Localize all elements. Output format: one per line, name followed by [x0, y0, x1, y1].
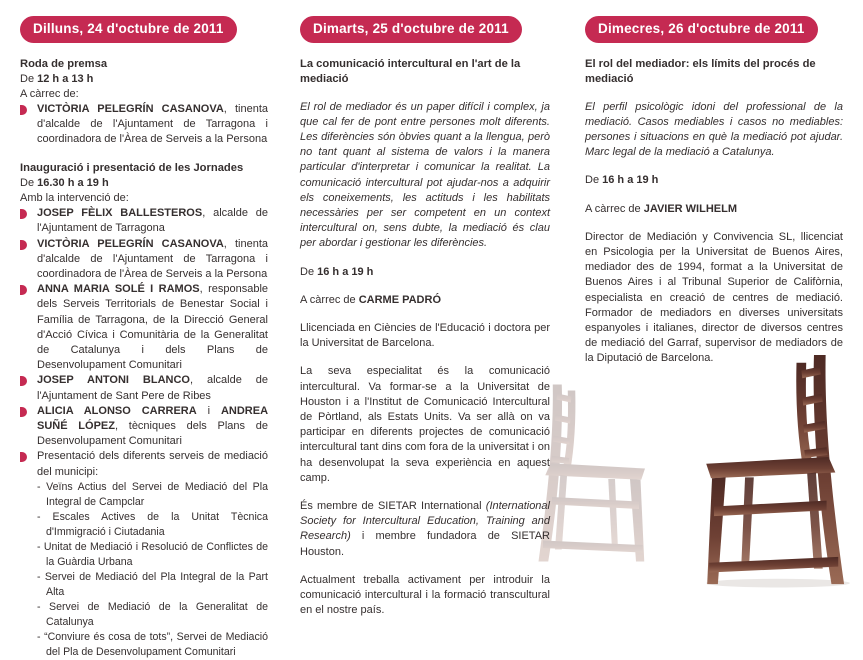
- column-tuesday: [300, 16, 550, 618]
- time-prefix: De: [20, 177, 38, 190]
- speaker-line: [300, 293, 550, 308]
- speaker-item: [20, 206, 268, 236]
- services-intro-text: Presentació dels diferents serveis de mediació del municipi:: [37, 450, 268, 478]
- speaker-text: [37, 404, 268, 450]
- speaker-name-2: ANDREA SUÑÉ LÓPEZ: [37, 404, 269, 432]
- speaker-desc: , alcalde de l'Ajuntament de Sant Pere de Ribes: [37, 374, 268, 402]
- carrec-prefix: A càrrec de: [300, 293, 359, 306]
- bullet-icon: [20, 240, 27, 250]
- service-item: - “Conviure és cosa de tots”, Servei de Mediació del Pla de Desenvolupament Comunitari: [37, 630, 268, 658]
- time-value: 16.30 h a 19 h: [37, 177, 109, 190]
- bullet-icon: [20, 105, 27, 115]
- speakers-list: [20, 206, 268, 660]
- session-abstract: El rol de mediador és un paper difícil i complex, ja que cal fer de pont entre persones molt diferents. Les diferències són òbvies quant a la llengua, però no tant quant al sistema de valors i la manera particular d'interpretar i comunicar la realitat. La comunicació intercultural pot ajudar-nos a adquirir els coneixements, les actituds i les habilitats necessàries per ser competent en un context intercultural on, sens dubte, la mediació és clau per abordar i gestionar les diferències.: [300, 100, 550, 250]
- service-item: - Unitat de Mediació i Resolució de Conflictes de la Guàrdia Urbana: [37, 540, 268, 568]
- speaker-name: CARME PADRÓ: [358, 293, 441, 306]
- service-item: - Escales Actives de la Unitat Tècnica d'Immigració i Ciutadania: [37, 510, 268, 538]
- speaker-item: [20, 237, 268, 283]
- bio-paragraph: Llicenciada en Ciències de l'Educació i doctora per la Universitat de Barcelona.: [300, 321, 550, 350]
- service-item: - Veïns Actius del Servei de Mediació del Pla Integral de Campclar: [37, 480, 268, 508]
- speaker-name-separator: i: [196, 404, 221, 417]
- bio-paragraph: [300, 499, 550, 560]
- session-time: [300, 265, 550, 280]
- bullet-icon: [20, 407, 27, 417]
- speaker-name: ALICIA ALONSO CARRERA: [37, 404, 197, 417]
- column-wednesday: [585, 16, 843, 367]
- bullet-icon: [20, 209, 27, 219]
- bio-text: És membre de SIETAR International: [300, 499, 486, 512]
- session-title: Inauguració i presentació de les Jornades: [20, 162, 244, 175]
- bio-italic-segment: (International Society for Intercultural Education, Training and Research): [300, 499, 550, 543]
- carrec-prefix: A càrrec de: [585, 202, 644, 215]
- bio-paragraph: Director de Mediación y Convivencia SL, llicenciat en Psicologia per la Universitat de Buenos Aires, mediador des de 1994, format a la Universitat de Buenos Aires i al Tribunal Superior de Califòrnia, especialista en creació de centres de mediació. Formador de mediadors en diverses universitats espanyoles i italianes, director de diversos centres de mediació del Garraf, supervisor de mediadors de la Diputació de Barcelona.: [585, 230, 843, 365]
- services-intro-item: [20, 449, 268, 479]
- bullet-icon: [20, 452, 27, 462]
- speaker-text: [37, 373, 268, 403]
- speaker-name: JOSEP FÈLIX BALLESTEROS: [37, 207, 203, 220]
- time-value: 16 h a 19 h: [602, 174, 659, 187]
- speaker-line: [585, 202, 843, 217]
- speaker-name: JAVIER WILHELM: [643, 202, 737, 215]
- day-header-monday: [20, 16, 237, 43]
- column-monday: [20, 16, 268, 660]
- speaker-text: [37, 282, 268, 373]
- session-title: El rol del mediador: els límits del procés de mediació: [585, 57, 816, 85]
- services-sublist: [37, 480, 268, 660]
- bio-paragraph: La seva especialitat és la comunicació intercultural. Va formar-se a la Universitat de Houston i a l'Institut de Comunicació Intercultural de Pòrtland, als Estats Units. Va ser allà on va participar en diferents projectes de comunicació intercultural tant dins com fora de la universitat i on ha desenvolupat la seva experiència en aquest camp.: [300, 365, 550, 484]
- speaker-name: VICTÒRIA PELEGRÍN CASANOVA: [37, 102, 224, 115]
- session-title: Roda de premsa: [20, 57, 108, 70]
- session-abstract: El perfil psicològic idoni del professional de la mediació. Casos mediables i casos no mediables: persones i situacions en què la mediació pot ajudar. Marc legal de la mediació a Catalunya.: [585, 100, 843, 159]
- day-header-wednesday: [585, 16, 818, 43]
- speaker-desc: , tinenta d'alcalde de l'Ajuntament de Tarragona i coordinadora de l'Àrea de Serveis a la Persona: [37, 102, 268, 145]
- speaker-item: [20, 282, 268, 373]
- speaker-text: [37, 206, 268, 236]
- speaker-text: [37, 237, 268, 283]
- day-header-wednesday-label: Dimecres, 26 d'octubre de 2011: [598, 21, 805, 36]
- lead-in: Amb la intervenció de:: [20, 192, 129, 205]
- bio-text: i membre fundadora de SIETAR Houston.: [300, 530, 550, 558]
- day-header-tuesday-label: Dimarts, 25 d'octubre de 2011: [313, 21, 509, 36]
- speaker-desc: , tècniques dels Plans de Desenvolupament Comunitari: [37, 419, 268, 448]
- speaker-desc: , alcalde de l'Ajuntament de Tarragona: [37, 207, 268, 235]
- time-value: 12 h a 13 h: [37, 72, 94, 85]
- bullet-icon: [20, 376, 27, 386]
- service-item: - Servei de Mediació de la Generalitat de Catalunya: [37, 600, 268, 628]
- speaker-text: [37, 102, 268, 148]
- time-value: 16 h a 19 h: [317, 265, 374, 278]
- speaker-desc: , responsable dels Serveis Territorials de Benestar Social i Família de Tarragona, de la Direcció General d'Acció Cívica i Comunitària de la Generalitat de Catalunya i dels Plans de Desenvolupament Comunitari: [37, 283, 269, 372]
- service-item: - Servei de Mediació del Pla Integral de la Part Alta: [37, 570, 268, 598]
- lead-in: A càrrec de:: [20, 87, 79, 100]
- session-time: [585, 173, 843, 188]
- day-header-tuesday: [300, 16, 522, 43]
- speaker-item: [20, 102, 268, 148]
- speaker-name: JOSEP ANTONI BLANCO: [37, 374, 190, 387]
- speaker-item: [20, 373, 268, 403]
- time-prefix: De: [20, 72, 38, 85]
- speaker-item: [20, 404, 268, 450]
- bio-paragraph: Actualment treballa activament per introduir la comunicació intercultural i la formació transcultural en el nostre país.: [300, 573, 550, 617]
- day-header-monday-label: Dilluns, 24 d'octubre de 2011: [33, 21, 224, 36]
- chair-image-right: [701, 355, 859, 588]
- time-prefix: De: [300, 265, 318, 278]
- session-time: [20, 72, 268, 87]
- time-prefix: De: [585, 174, 603, 187]
- bullet-icon: [20, 285, 27, 295]
- speaker-name: VICTÒRIA PELEGRÍN CASANOVA: [37, 237, 224, 250]
- session-title: La comunicació intercultural en l'art de la mediació: [300, 57, 521, 85]
- session-time: [20, 176, 268, 191]
- speaker-name: ANNA MARIA SOLÉ I RAMOS: [37, 283, 200, 296]
- speaker-desc: , tinenta d'alcalde de l'Ajuntament de Tarragona i coordinadora de l'Àrea de Serveis a la Persona: [37, 237, 268, 280]
